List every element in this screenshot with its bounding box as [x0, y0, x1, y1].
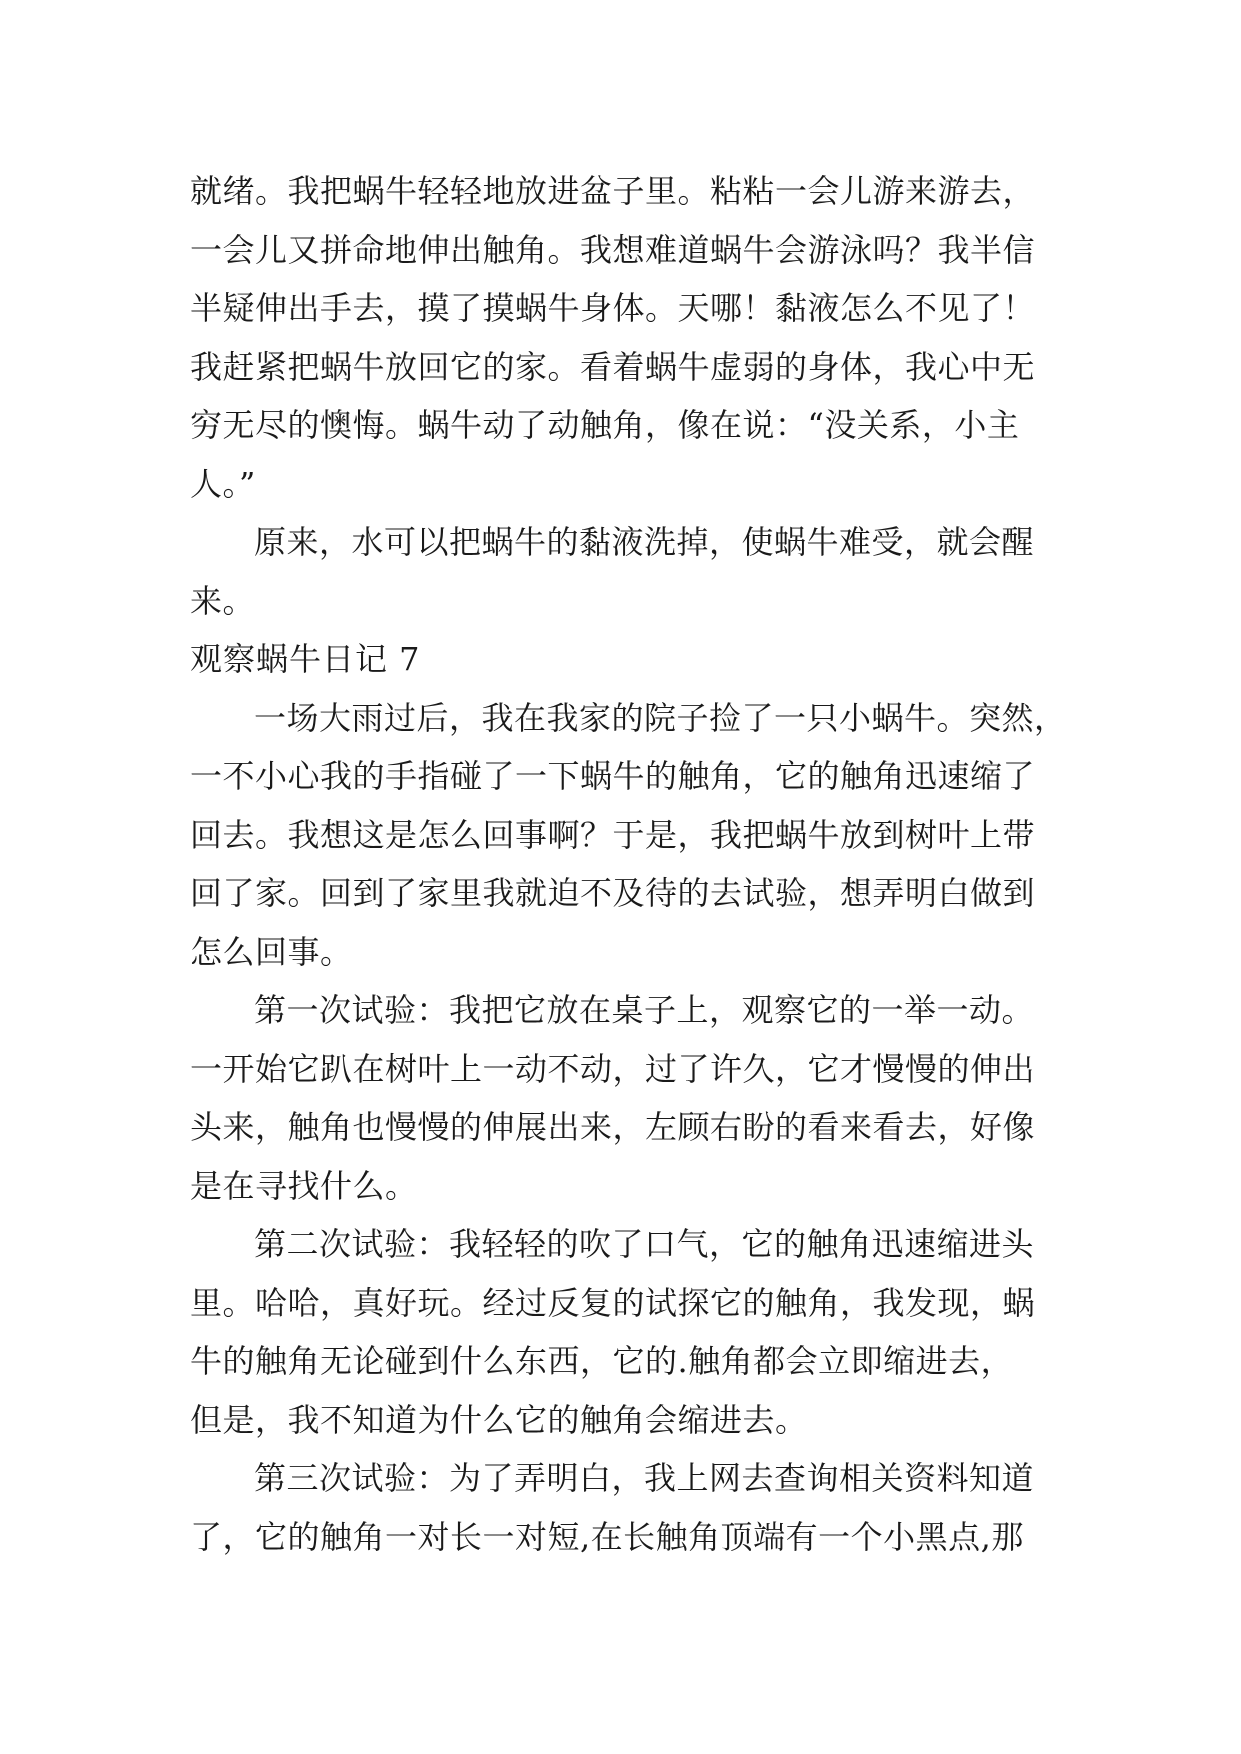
- document-body: [190, 162, 1067, 1566]
- text-line: 回去。我想这是怎么回事啊？于是，我把蜗牛放到树叶上带: [190, 815, 1036, 854]
- text-line: 原来，水可以把蜗牛的黏液洗掉，使蜗牛难受，就会醒: [254, 523, 1035, 561]
- text-line: 就绪。我把蜗牛轻轻地放进盆子里。粘粘一会儿游来游去，: [190, 172, 1036, 210]
- text-line: 我赶紧把蜗牛放回它的家。看着蜗牛虚弱的身体，我心中无: [190, 347, 1036, 386]
- text-line: 回了家。回到了家里我就迫不及待的去试验，想弄明白做到: [190, 874, 1036, 912]
- text-line: 牛的触角无论碰到什么东西，它的.触角都会立即缩进去，: [190, 1342, 1014, 1380]
- text-line: 第三次试验：为了弄明白，我上网去查询相关资料知道: [254, 1459, 1035, 1497]
- text-line: 一开始它趴在树叶上一动不动，过了许久，它才慢慢的伸出: [190, 1049, 1036, 1088]
- text-line: 半疑伸出手去，摸了摸蜗牛身体。天哪！黏液怎么不见了！: [190, 289, 1036, 327]
- text-line: 里。哈哈，真好玩。经过反复的试探它的触角，我发现，蜗: [190, 1283, 1036, 1322]
- text-line: 第二次试验：我轻轻的吹了口气，它的触角迅速缩进头: [254, 1225, 1035, 1263]
- text-line: 一场大雨过后，我在我家的院子捡了一只小蜗牛。突然，: [254, 698, 1067, 737]
- section-title: 观察蜗牛日记 7: [190, 640, 421, 678]
- text-line: 头来，触角也慢慢的伸展出来，左顾右盼的看来看去，好像: [190, 1108, 1036, 1146]
- text-line: 是在寻找什么。: [190, 1166, 418, 1205]
- text-line: 一不小心我的手指碰了一下蜗牛的触角，它的触角迅速缩了: [190, 757, 1036, 795]
- text-line: 人。”: [190, 464, 256, 503]
- text-line: 一会儿又拼命地伸出触角。我想难道蜗牛会游泳吗？我半信: [190, 230, 1036, 269]
- text-line: 第一次试验：我把它放在桌子上，观察它的一举一动。: [254, 991, 1035, 1029]
- text-line: 但是，我不知道为什么它的触角会缩进去。: [190, 1400, 808, 1439]
- text-line: 来。: [190, 581, 256, 620]
- text-line: 穷无尽的懊悔。蜗牛动了动触角，像在说：“没关系，小主: [190, 406, 1020, 444]
- text-line: 了，它的触角一对长一对短,在长触角顶端有一个小黑点,那: [190, 1517, 1024, 1556]
- text-line: 怎么回事。: [190, 932, 353, 971]
